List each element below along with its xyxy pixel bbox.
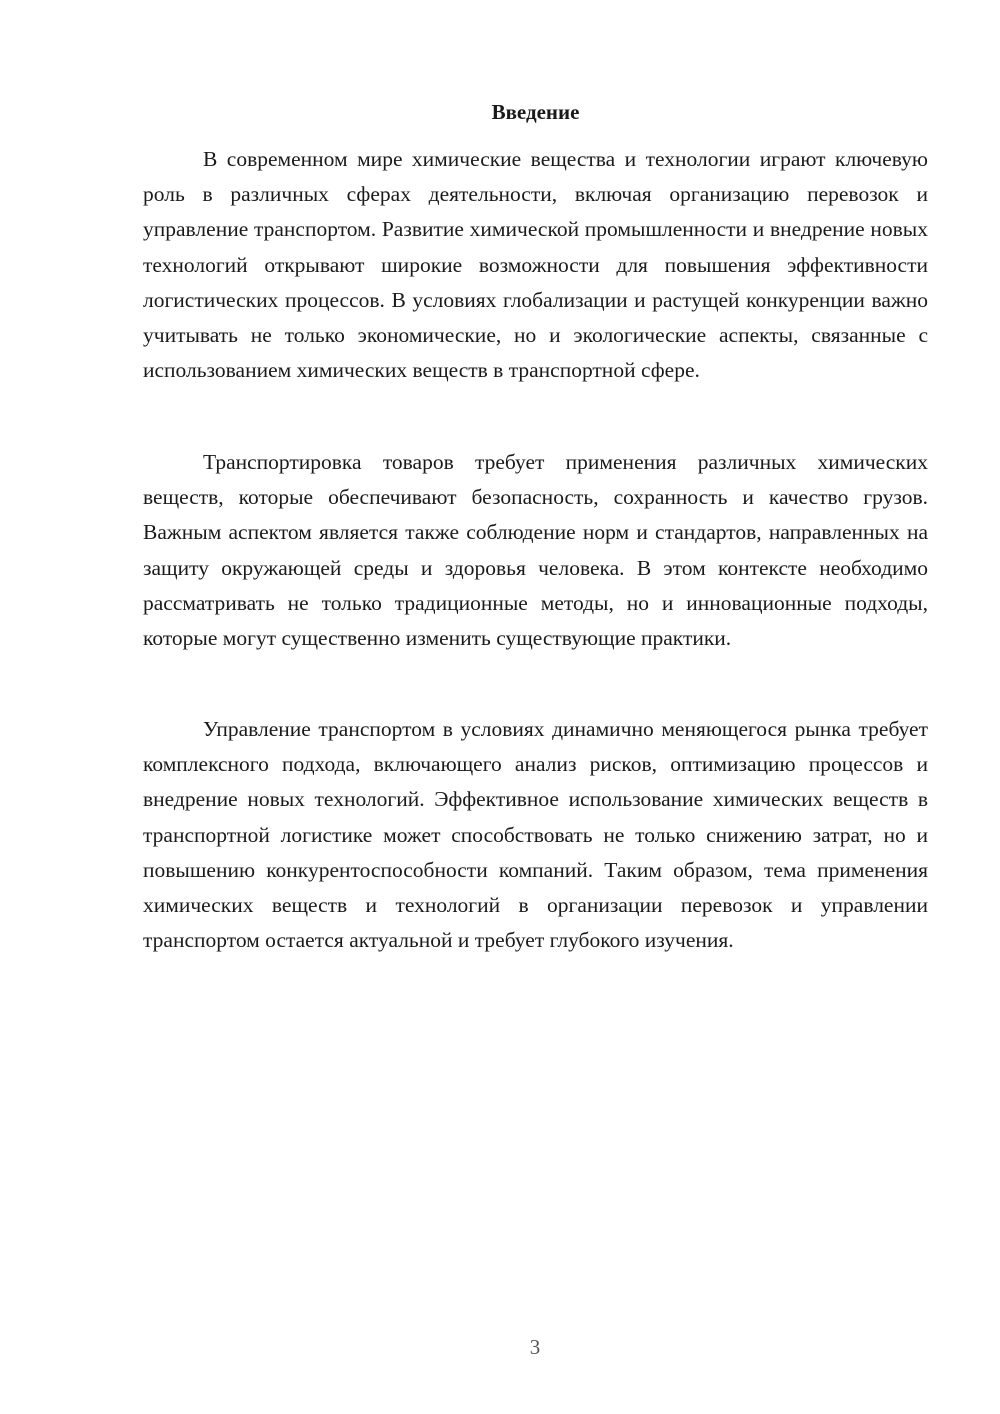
body-paragraph-3: Управление транспортом в условиях динамично меняющегося рынка требует комплексного подхода, включающего анализ рисков, оптимизацию процессов и внедрение новых технологий. Эффективное использование химических веществ в транспортной логистике может способствовать не только снижению затрат, но и повышению конкурентоспособности компаний. Таким образом, тема применения химических веществ и технологий в организации перевозок и управлении транспортом остается актуальной и требует глубокого изучения. xyxy=(143,717,928,953)
body-paragraph-1: В современном мире химические вещества и технологии играют ключевую роль в различных сферах деятельности, включая организацию перевозок и управление транспортом. Развитие химической промышленности и внедрение новых технологий открывают широкие возможности для повышения эффективности логистических процессов. В условиях глобализации и растущей конкуренции важно учитывать не только экономические, но и экологические аспекты, связанные с использованием химических веществ в транспортной сфере. xyxy=(143,147,928,383)
body-paragraph-2: Транспортировка товаров требует применения различных химических веществ, которые обеспечивают безопасность, сохранность и качество грузов. Важным аспектом является также соблюдение норм и стандартов, направленных на защиту окружающей среды и здоровья человека. В этом контексте необходимо рассматривать не только традиционные методы, но и инновационные подходы, которые могут существенно изменить существующие практики. xyxy=(143,450,928,651)
section-heading: Введение xyxy=(491,100,580,124)
page-number: 3 xyxy=(529,1335,541,1359)
